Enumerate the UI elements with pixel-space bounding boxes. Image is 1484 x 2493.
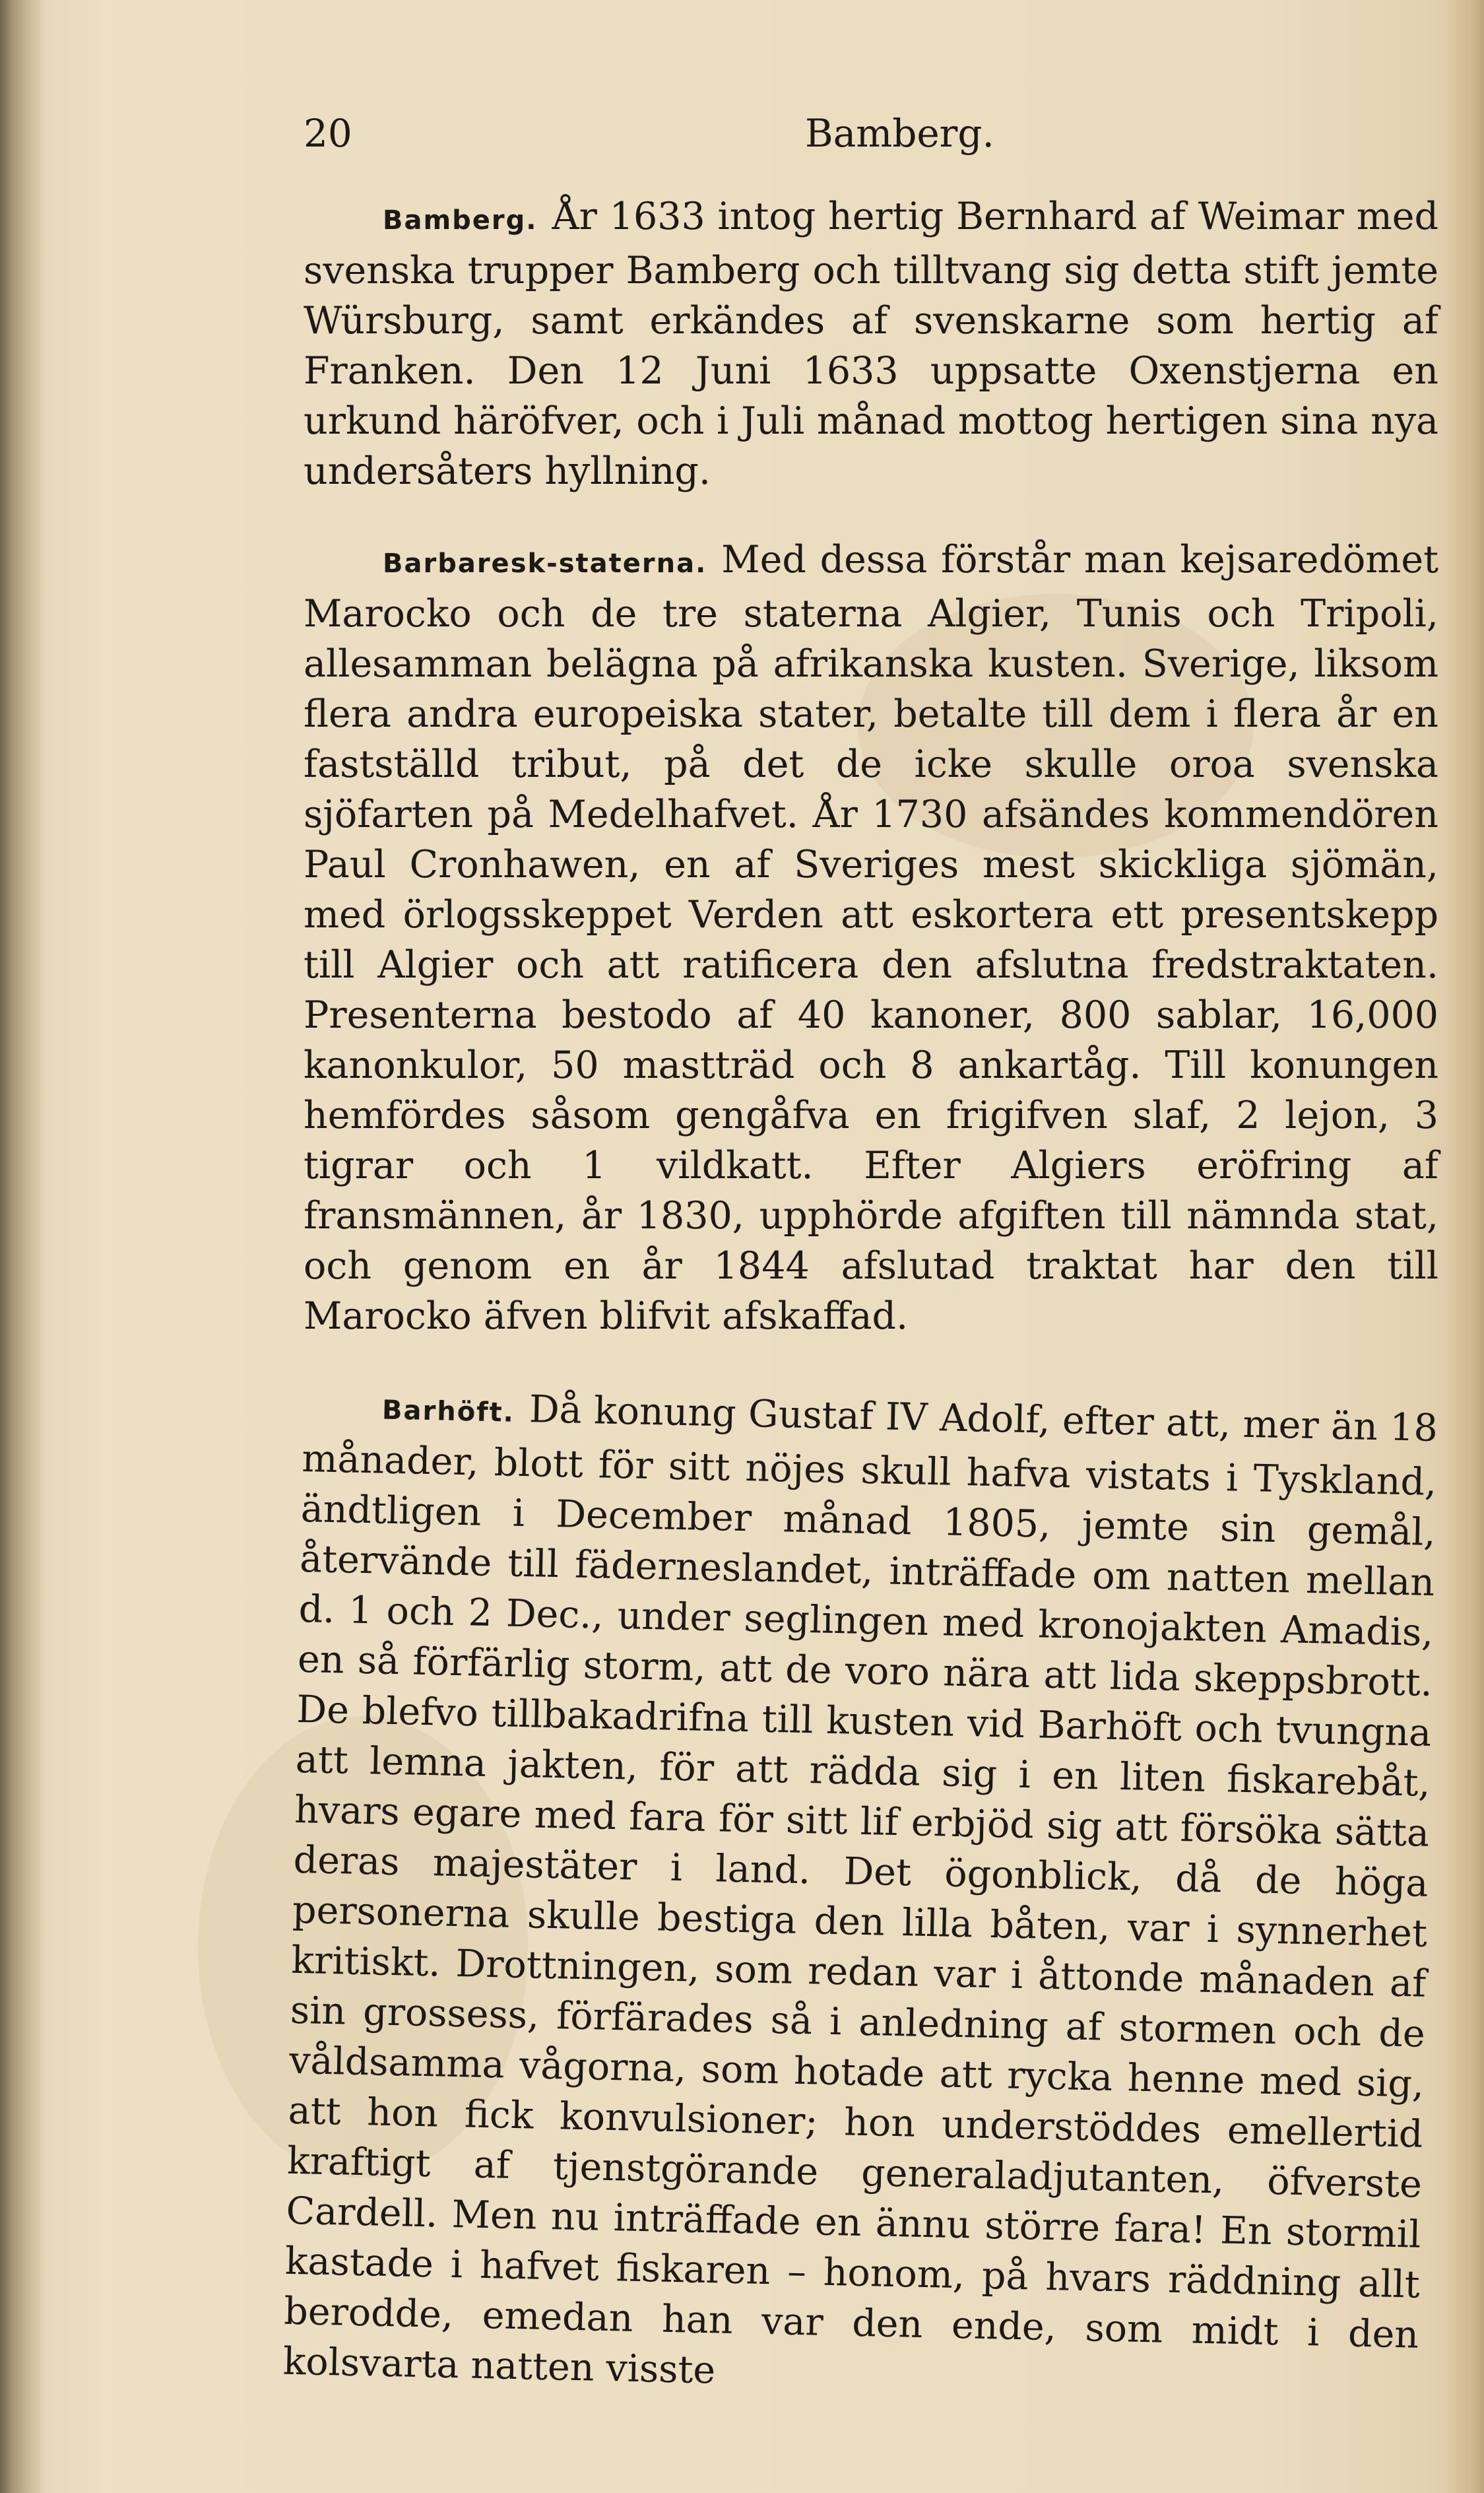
entry-text: Med dessa förstår man kejsaredömet Marocko och de tre staterna Algier, Tunis och Tripoli, allesamman belägna på afrikanska kusten. Sverige, liksom flera andra europeiska stater, betalte till dem i flera år en fastställd tribut, på det de icke skulle oroa svenska sjöfarten på Medelhafvet. År 1730 afsändes kommendören Paul Cronhawen, en af Sveriges mest skickliga sjömän, med örlogsskeppet Verden att eskortera ett presentskepp till Algier och att ratificera den afslutna fredstraktaten. Presenterna bestodo af 40 kanoner, 800 sablar, 16,000 kanonkulor, 50 mastträd och 8 ankartåg. Till konungen hemfördes såsom gengåfva en frigifven slaf, 2 lejon, 3 tigrar och 1 vildkatt. Efter Algiers eröfring af fransmännen, år 1830, upphörde afgiften till nämnda stat, och genom en år 1844 afslutad traktat har den till Marocko äfven blifvit afskaffad.: [304, 538, 1438, 1338]
page-header: [304, 111, 1438, 157]
entry-bamberg: [304, 191, 1438, 496]
entry-barbaresk-staterna: [304, 535, 1438, 1341]
page-edge: [1444, 0, 1484, 2493]
page-gutter: [0, 0, 46, 2493]
running-head: Bamberg.: [805, 111, 994, 156]
page-number: 20: [304, 111, 352, 156]
headword: Bamberg.: [383, 205, 538, 236]
entry-text: Då konung Gustaf IV Adolf, efter att, mer än 18 månader, blott för sitt nöjes skull hafva vistats i Tyskland, ändtligen i December månad 1805, jemte sin gemål, återvände till fäderneslandet, inträffade om natten mellan d. 1 och 2 Dec., under seglingen med kronojakten Amadis, en så förfärlig storm, att de voro nära att lida skeppsbrott. De blefvo tillbakadrifna till kusten vid Barhöft och tvungna att lemna jakten, för att rädda sig i en liten fiskarebåt, hvars egare med fara för sitt lif erbjöd sig att försöka sätta deras majestäter i land. Det ögonblick, då de höga personerna skulle bestiga den lilla båten, var i synnerhet kritiskt. Drottningen, som redan var i åttonde månaden af sin grossess, förfärades så i anledning af stormen och de våldsamma vågorna, som hotade att rycka henne med sig, att hon fick konvulsioner; hon understöddes emellertid kraftigt af tjenstgörande generaladjutanten, öfverste Cardell. Men nu inträffade en ännu större fara! En stormil kastade i hafvet fiskaren – honom, på hvars räddning allt berodde, emedan han var den ende, som midt i den kolsvarta natten visste: [282, 1387, 1438, 2393]
headword: Barhöft.: [381, 1395, 515, 1428]
body-text: [282, 191, 1438, 2425]
entry-barhoft: [282, 1379, 1438, 2410]
entry-text: År 1633 intog hertig Bernhard af Weimar med svenska trupper Bamberg och tilltvang sig detta stift jemte Würsburg, samt erkändes af svenskarne som hertig af Franken. Den 12 Juni 1633 uppsatte Oxenstjerna en urkund häröfver, och i Juli månad mottog hertigen sina nya undersåters hyllning.: [304, 195, 1438, 493]
headword: Barbaresk-staterna.: [383, 548, 707, 579]
